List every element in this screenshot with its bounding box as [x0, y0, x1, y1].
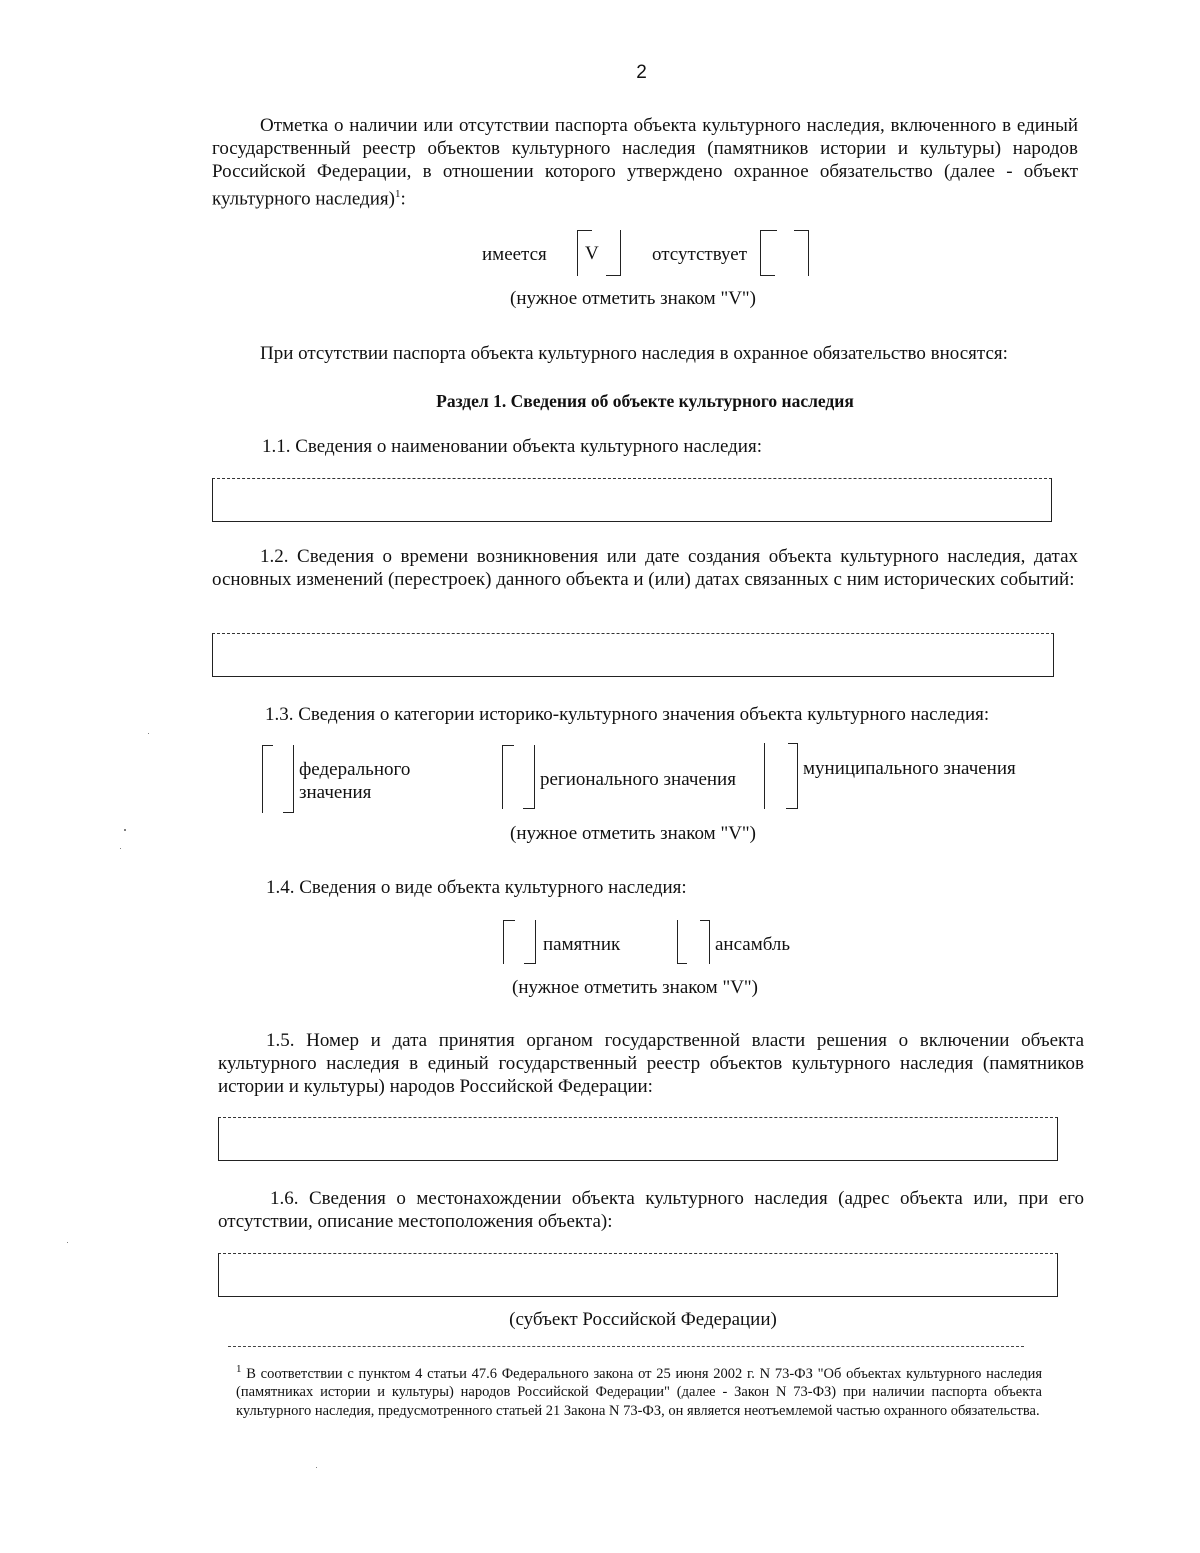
scan-speck — [67, 1242, 68, 1243]
item-1-5-field[interactable] — [218, 1117, 1058, 1161]
category-federal-label — [299, 758, 410, 804]
type-monument-checkbox[interactable] — [503, 920, 536, 964]
category-regional-checkbox[interactable] — [502, 745, 535, 809]
item-1-2-text: 1.2. Сведения о времени возникновения или дате создания объекта культурного наследия, датах основных изменений (перестроек) данного объекта и (или) датах связанных с ним исторических событий: — [212, 546, 1078, 590]
category-regional-label: регионального значения — [540, 769, 736, 790]
intro-paragraph — [212, 114, 1078, 210]
intro-text: Отметка о наличии или отсутствии паспорта объекта культурного наследия, включенного в единый государственный реестр объектов культурного наследия (памятников истории и культуры) народов Российской Федерации, в отношении которого утверждено охранное обязательство (далее - объект культурного наследия) — [212, 115, 1078, 210]
footnote-divider — [228, 1346, 1024, 1347]
type-monument-label: памятник — [543, 934, 621, 955]
item-1-3-label: 1.3. Сведения о категории историко-культурного значения объекта культурного наследия: — [265, 704, 990, 725]
page-number: 2 — [636, 62, 647, 83]
absent-note: При отсутствии паспорта объекта культурного наследия в охранное обязательство вносятся: — [260, 343, 1008, 364]
scan-speck — [124, 829, 126, 831]
scan-speck — [316, 1467, 317, 1468]
category-municipal-checkbox[interactable] — [764, 743, 798, 809]
category-federal-line2: значения — [299, 782, 372, 803]
category-municipal-label: муниципального значения — [803, 758, 1016, 779]
footnote-marker: 1 — [236, 1363, 242, 1375]
passport-has-mark: V — [585, 243, 599, 264]
section-title: Раздел 1. Сведения об объекте культурного наследия — [436, 391, 854, 411]
item-1-1-field[interactable] — [212, 478, 1052, 522]
item-1-4-label: 1.4. Сведения о виде объекта культурного наследия: — [266, 877, 687, 898]
passport-absent-label: отсутствует — [652, 244, 748, 265]
footnote-text: В соответствии с пунктом 4 статьи 47.6 Федерального закона от 25 июня 2002 г. N 73-ФЗ "Об объектах культурного наследия (памятниках истории и культуры) народов Российской Федерации" (далее - Закон N 73-ФЗ) при наличии паспорта объекта культурного наследия, предусмотренного статьей 21 Закона N 73-ФЗ, он является неотъемлемой частью охранного обязательства. — [236, 1365, 1043, 1419]
intro-suffix: : — [400, 188, 406, 210]
item-1-6-text: 1.6. Сведения о местонахождении объекта культурного наследия (адрес объекта или, при его отсутствии, описание местоположения объекта): — [218, 1188, 1084, 1232]
scan-speck — [120, 848, 121, 849]
passport-has-checkbox[interactable] — [577, 230, 621, 276]
category-federal-line1: федерального — [299, 759, 411, 780]
item-1-6-label — [218, 1187, 1084, 1233]
footnote — [236, 1360, 1042, 1420]
passport-absent-checkbox[interactable] — [760, 230, 809, 276]
item-1-6-caption: (субъект Российской Федерации) — [509, 1309, 777, 1330]
type-ensemble-checkbox[interactable] — [677, 920, 710, 964]
item-1-6-field[interactable] — [218, 1253, 1058, 1297]
item-1-2-field[interactable] — [212, 633, 1054, 677]
item-1-5-text: 1.5. Номер и дата принятия органом государственной власти решения о включении объекта культурного наследия в единый государственный реестр объектов культурного наследия (памятников истории и культуры) народов Российской Федерации: — [218, 1030, 1084, 1097]
passport-hint: (нужное отметить знаком "V") — [510, 288, 756, 309]
category-federal-checkbox[interactable] — [262, 745, 294, 813]
type-hint: (нужное отметить знаком "V") — [512, 977, 758, 998]
scan-speck — [148, 733, 149, 734]
item-1-1-label: 1.1. Сведения о наименовании объекта культурного наследия: — [262, 436, 762, 457]
type-ensemble-label: ансамбль — [715, 934, 791, 955]
passport-has-label: имеется — [482, 244, 547, 265]
category-hint: (нужное отметить знаком "V") — [510, 823, 756, 844]
footnote-ref: 1 — [394, 188, 401, 200]
item-1-5-label — [218, 1029, 1084, 1098]
item-1-2-label — [212, 545, 1078, 591]
